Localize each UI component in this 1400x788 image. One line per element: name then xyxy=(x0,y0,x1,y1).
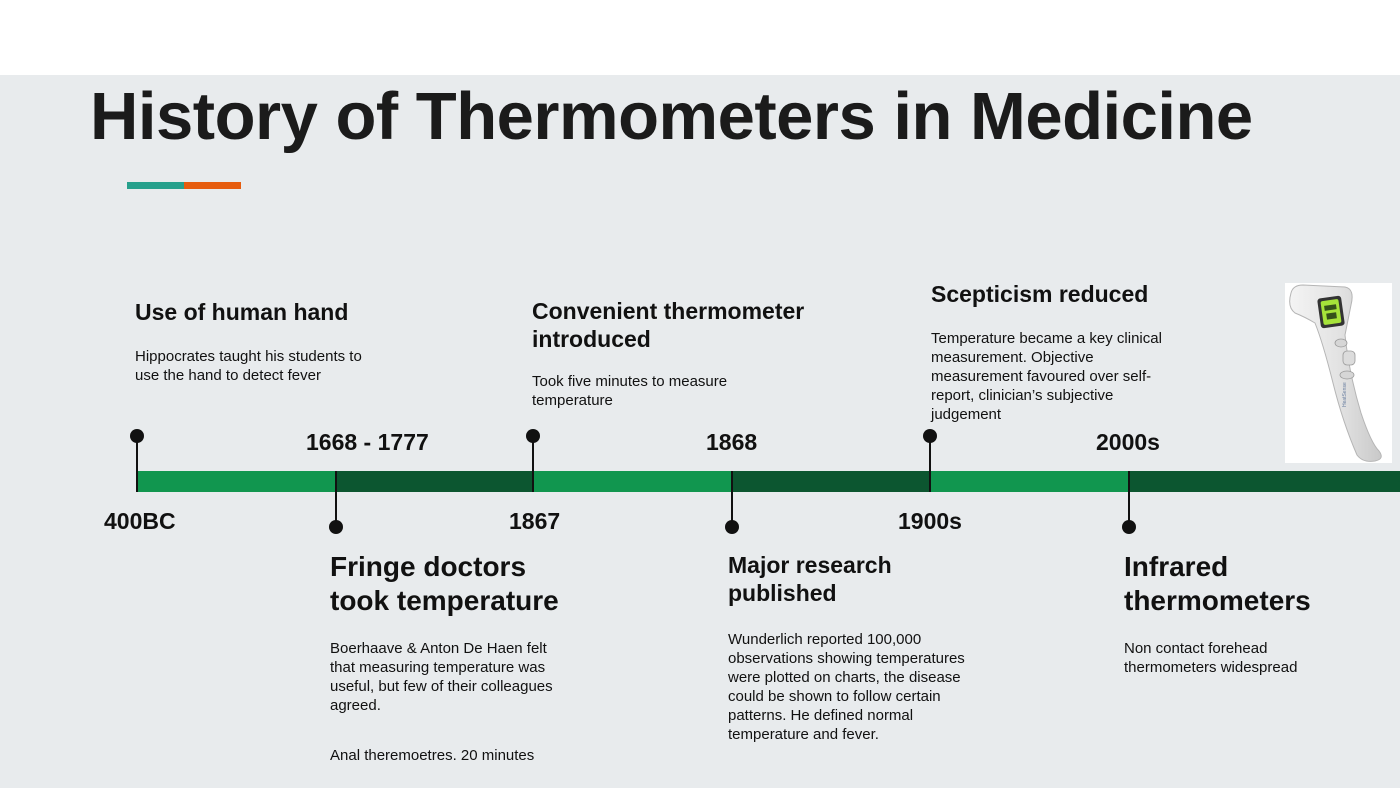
timeline-stem-1868 xyxy=(731,471,733,527)
event-heading: Major research published xyxy=(728,552,892,607)
event-description: Hippocrates taught his students to use the hand to detect fever xyxy=(135,348,362,384)
timeline-stem-400bc xyxy=(136,436,138,492)
infrared-thermometer-photo xyxy=(1285,283,1392,463)
date-label: 400BC xyxy=(104,508,176,534)
timeline-dot-1668 xyxy=(329,520,343,534)
event-description: Temperature became a key clinical measurement. Objective measurement favoured over self-report, clinician’s subjective judgement xyxy=(931,330,1162,423)
infrared-thermometer-icon xyxy=(1285,283,1392,463)
thermometer-brand: HeatSense xyxy=(1342,382,1348,407)
timeline-segment-6 xyxy=(1129,471,1400,492)
timeline-dot-1867 xyxy=(526,429,540,443)
timeline-stem-1900s xyxy=(929,436,931,492)
page-title: History of Thermometers in Medicine xyxy=(90,79,1253,154)
event-note: Anal theremoetres. 20 minutes xyxy=(330,747,535,764)
date-label: 1868 xyxy=(706,429,758,455)
timeline-segment-5 xyxy=(930,471,1129,492)
timeline-stem-1668 xyxy=(335,471,337,527)
timeline-segment-4 xyxy=(732,471,930,492)
event-heading: Convenient thermometer introduced xyxy=(532,298,805,353)
event-description: Boerhaave & Anton De Haen felt that measuring temperature was useful, but few of their colleagues agreed. xyxy=(330,640,553,714)
timeline-dot-1900s xyxy=(923,429,937,443)
date-label: 2000s xyxy=(1096,429,1160,455)
timeline-segment-3 xyxy=(533,471,732,492)
event-description: Wunderlich reported 100,000 observations showing temperatures were plotted on charts, the disease could be shown to follow certain patterns. He defined normal temperature and fever. xyxy=(728,631,965,743)
event-heading: Fringe doctors took temperature xyxy=(330,551,559,617)
event-heading: Infrared thermometers xyxy=(1124,551,1311,617)
event-description: Non contact forehead thermometers widespread xyxy=(1124,640,1298,676)
timeline-segment-2 xyxy=(336,471,533,492)
event-heading: Scepticism reduced xyxy=(931,281,1149,307)
date-label: 1900s xyxy=(898,508,962,534)
timeline-stem-1867 xyxy=(532,436,534,492)
event-heading: Use of human hand xyxy=(135,299,349,325)
timeline-stem-2000s xyxy=(1128,471,1130,527)
event-description: Took five minutes to measure temperature xyxy=(532,373,728,409)
date-label: 1867 xyxy=(509,508,561,534)
date-label: 1668 - 1777 xyxy=(306,429,429,455)
title-accent-orange xyxy=(184,182,241,189)
title-accent-teal xyxy=(127,182,184,189)
timeline-dot-2000s xyxy=(1122,520,1136,534)
timeline-dot-400bc xyxy=(130,429,144,443)
timeline-segment-1 xyxy=(137,471,336,492)
timeline-dot-1868 xyxy=(725,520,739,534)
